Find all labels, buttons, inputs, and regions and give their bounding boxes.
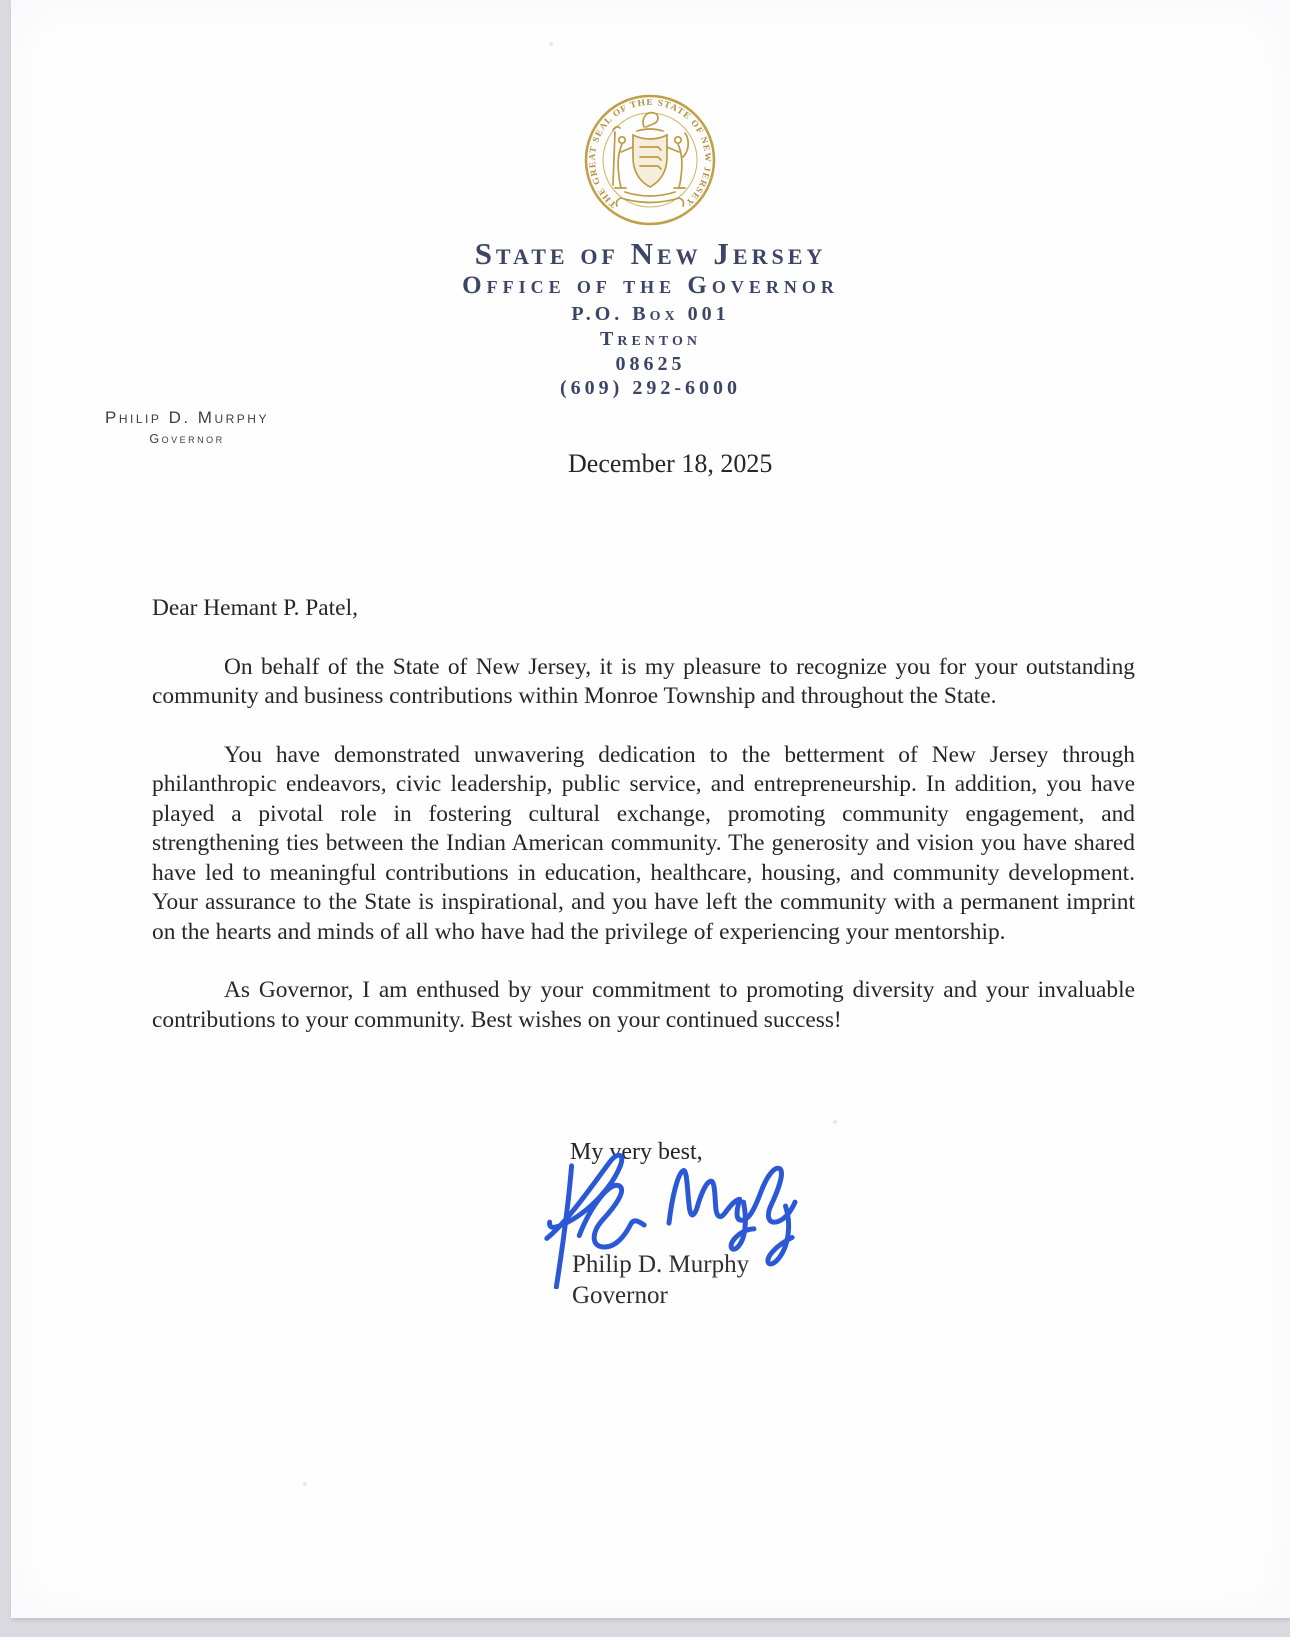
salutation: Dear Hemant P. Patel,	[152, 595, 358, 621]
seal-shield-icon	[633, 135, 667, 187]
letter-paragraph-1: On behalf of the State of New Jersey, it is my pleasure to recognize you for your outstanding community and business contributions within Monroe Township and throughout the State.	[152, 653, 1135, 709]
signed-name: Philip D. Murphy	[572, 1251, 750, 1278]
scan-speck	[833, 1120, 837, 1124]
letter-paragraph-2: You have demonstrated unwavering dedication to the betterment of New Jersey through philanthropic endeavors, civic leadership, public service, and entrepreneurship. In addition, you have played a pivotal role in fostering cultural exchange, promoting community engagement, and strengthening ties between the Indian American community. The generosity and vision you have shared have led to meaningful contributions in education, healthcare, housing, and community development. Your assurance to the State is inspirational, and you have left the community with a permanent imprint on the hearts and minds of all who have had the privilege of experiencing your mentorship.	[152, 741, 1135, 945]
letterhead-zip: 08625	[615, 353, 686, 375]
closing-line: My very best,	[570, 1139, 703, 1165]
governor-name-label: Philip D. Murphy	[105, 408, 269, 427]
letter-date: December 18, 2025	[568, 449, 773, 478]
letterhead-office-name: Office of the Governor	[462, 272, 839, 299]
seal-horse-crest-icon	[643, 113, 658, 127]
seal-liberty-figure-icon	[619, 137, 625, 143]
letterhead-phone: (609) 292-6000	[560, 377, 741, 399]
scan-speck	[303, 1482, 307, 1486]
scan-speck	[549, 42, 553, 46]
new-jersey-state-seal-icon	[582, 90, 718, 230]
signed-title: Governor	[572, 1282, 668, 1309]
letter-page	[11, 0, 1290, 1618]
letter-paragraph-3: As Governor, I am enthused by your commitment to promoting diversity and your invaluable contributions to your community. Best wishes on your continued success!	[152, 977, 1135, 1033]
letterhead-po-box: P.O. Box 001	[571, 303, 730, 325]
seal-ring-text: THE GREAT SEAL OF THE STATE OF NEW JERSEY	[586, 96, 714, 211]
letterhead-state-name: State of New Jersey	[474, 236, 827, 271]
seal-ribbon-icon	[617, 192, 684, 206]
governor-title-label: Governor	[149, 432, 225, 446]
seal-ceres-figure-icon	[675, 137, 681, 143]
letter-body	[152, 594, 1135, 1064]
letterhead-city: Trenton	[600, 328, 701, 350]
governor-letterhead-block	[105, 408, 269, 446]
